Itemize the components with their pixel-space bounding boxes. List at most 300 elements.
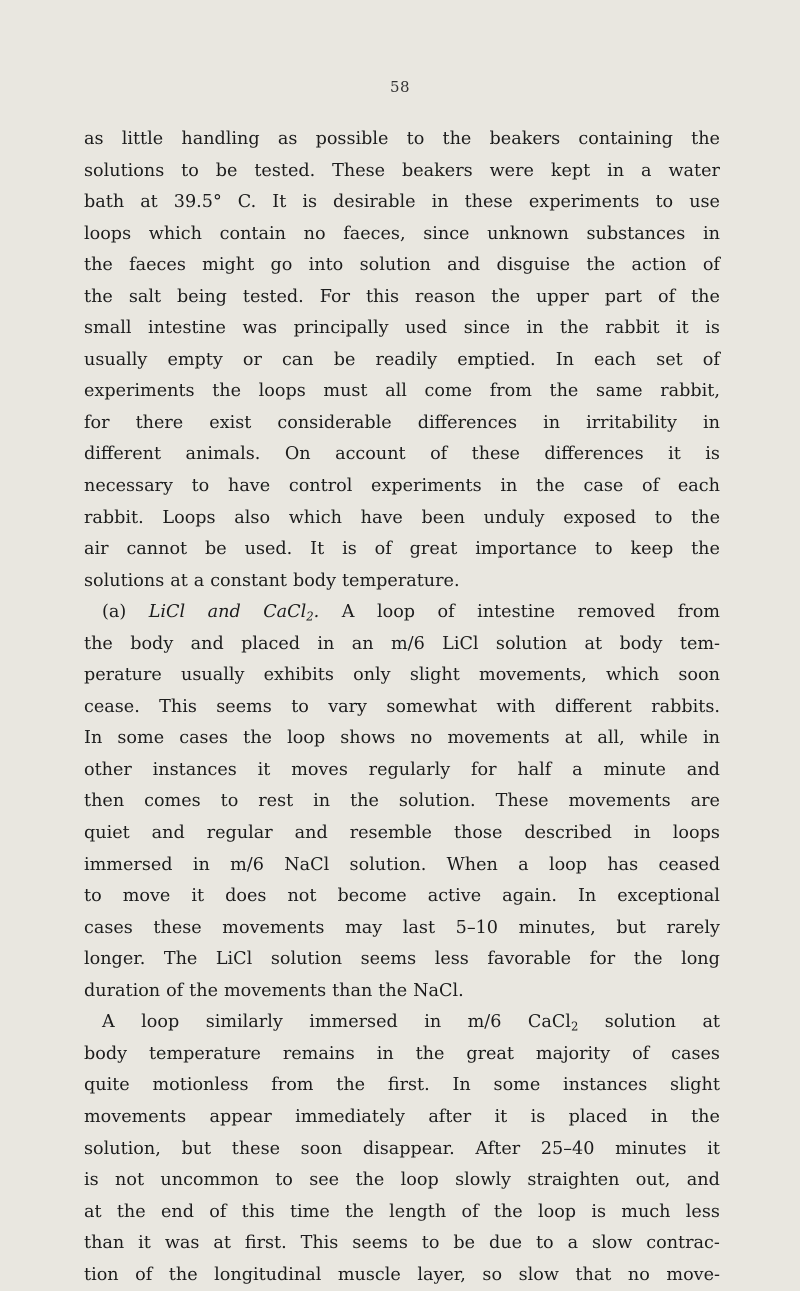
word: and — [294, 823, 328, 844]
word: constant — [210, 570, 287, 591]
word: an — [351, 633, 374, 654]
word: instances — [563, 1075, 648, 1096]
word: case — [583, 476, 624, 497]
word: there — [135, 412, 184, 433]
word: some — [117, 728, 165, 749]
word: movements — [568, 791, 671, 812]
word: also — [234, 507, 271, 528]
text-line — [84, 818, 720, 850]
word: then — [84, 791, 125, 812]
word: appear — [209, 1106, 272, 1127]
word: m/6 — [390, 633, 425, 654]
word: to — [84, 886, 102, 907]
word: loop — [141, 1012, 180, 1033]
text-line — [84, 313, 720, 345]
word: a — [518, 854, 529, 875]
word: the — [536, 476, 565, 497]
word: rabbit. — [84, 507, 144, 528]
text-line — [84, 850, 720, 882]
word: LiCl — [215, 949, 253, 970]
word: this — [365, 286, 400, 307]
word: unknown — [487, 223, 569, 244]
word: rabbit, — [660, 381, 720, 402]
word: no — [303, 223, 326, 244]
text-line — [84, 376, 720, 408]
word: tem- — [679, 633, 720, 654]
word: shows — [340, 728, 396, 749]
word: of — [437, 602, 455, 623]
word: different — [554, 696, 632, 717]
word: seems — [216, 696, 272, 717]
text-line — [84, 913, 720, 945]
word: the — [84, 633, 113, 654]
word: m/6 — [230, 854, 264, 875]
word: movements — [222, 917, 325, 938]
word: control — [288, 476, 353, 497]
word: was — [164, 1233, 200, 1254]
word: used. — [244, 539, 293, 560]
word: set — [656, 349, 683, 370]
word: 39.5° — [173, 192, 222, 213]
word: or — [242, 349, 262, 370]
word: a — [572, 759, 583, 780]
paragraph-start-line — [84, 1007, 720, 1039]
word: out, — [635, 1170, 671, 1191]
word: solution, — [84, 1138, 161, 1159]
word: can — [281, 349, 314, 370]
word: for — [471, 759, 497, 780]
word: cases — [84, 917, 133, 938]
word: salt — [128, 286, 162, 307]
word: is — [84, 1170, 99, 1191]
word: in — [633, 823, 651, 844]
word: handling — [181, 129, 260, 149]
word: in — [650, 1106, 668, 1127]
word: CaCl$_2$. — [263, 602, 320, 624]
word: solution — [604, 1012, 676, 1033]
word: keep — [630, 539, 674, 560]
word: in — [317, 633, 335, 654]
word: great — [466, 1043, 514, 1064]
word: For — [319, 286, 350, 307]
word: these — [471, 444, 520, 465]
word: CaCl$_2$ — [527, 1012, 579, 1034]
word: rarely — [666, 917, 720, 938]
word: the — [243, 728, 272, 749]
word: after — [428, 1106, 472, 1127]
word: same — [595, 381, 643, 402]
text-line — [84, 534, 720, 566]
word: animals. — [185, 444, 261, 465]
word: the — [633, 949, 663, 970]
word: of — [657, 286, 676, 307]
word: resemble — [349, 823, 432, 844]
word: and — [207, 602, 241, 623]
word: vary — [328, 696, 367, 717]
word: body — [619, 633, 663, 654]
word: movements — [223, 980, 327, 1001]
word: usually — [84, 349, 148, 370]
word: these — [153, 917, 202, 938]
word: temperature — [148, 1043, 261, 1064]
word: move- — [666, 1264, 720, 1285]
word: that — [575, 1264, 612, 1285]
word: regularly — [368, 759, 451, 780]
word: has — [607, 854, 639, 875]
word: this — [241, 1201, 275, 1222]
word: in — [376, 1043, 394, 1064]
text-line — [84, 282, 720, 314]
text-line — [84, 219, 720, 251]
word: is — [302, 192, 317, 213]
word: layer, — [417, 1264, 466, 1285]
word: body — [130, 633, 174, 654]
word: movements — [447, 728, 550, 749]
word: cease. — [84, 696, 140, 717]
word: the — [355, 1170, 385, 1191]
word: become — [337, 886, 407, 907]
word: It — [272, 192, 287, 213]
word: all — [385, 381, 407, 402]
word: tested. — [254, 160, 316, 181]
word: After — [475, 1138, 521, 1159]
text-line — [84, 1197, 720, 1229]
word: to — [220, 791, 239, 812]
word: from — [271, 1075, 314, 1096]
word: loops — [258, 381, 306, 402]
word: longitudinal — [214, 1264, 322, 1285]
word: In — [555, 349, 574, 370]
word: might — [202, 255, 255, 276]
word: the — [560, 318, 589, 339]
text-line — [84, 124, 720, 156]
word: seems — [360, 949, 417, 970]
word: of — [135, 1264, 153, 1285]
word: placed — [241, 633, 301, 654]
text-line — [84, 1070, 720, 1102]
word: These — [495, 791, 549, 812]
word: experiments — [528, 192, 640, 213]
word: m/6 — [467, 1012, 502, 1033]
text-line — [84, 692, 720, 724]
word: On — [284, 444, 311, 465]
word: the — [691, 1106, 720, 1127]
word: of — [430, 444, 448, 465]
word: similarly — [205, 1012, 283, 1033]
word: of — [209, 1201, 227, 1222]
word: removed — [577, 602, 656, 623]
word: instances — [152, 759, 237, 780]
word: at — [140, 192, 158, 213]
word: experiments — [84, 381, 195, 402]
word: time — [289, 1201, 330, 1222]
text-line — [84, 755, 720, 787]
word: is — [342, 539, 357, 560]
word: minutes, — [518, 917, 596, 938]
text-line — [84, 1260, 720, 1291]
word: moves — [291, 759, 348, 780]
word: beakers — [401, 160, 473, 181]
word: intestine — [148, 318, 226, 339]
word: to — [191, 476, 210, 497]
word: cases — [179, 728, 229, 749]
word: come — [424, 381, 473, 402]
word: considerable — [277, 412, 392, 433]
word: these — [231, 1138, 281, 1159]
word: desirable — [333, 192, 416, 213]
word: in — [500, 476, 518, 497]
word: regular — [206, 823, 273, 844]
word: go — [270, 255, 293, 276]
word: it — [668, 444, 681, 465]
word: perature — [84, 665, 162, 686]
word: may — [345, 917, 383, 938]
text-line — [84, 345, 720, 377]
word: the — [415, 1043, 445, 1064]
word: rabbit — [605, 318, 660, 339]
word: loop — [538, 1201, 577, 1222]
text-line — [84, 503, 720, 535]
word: possible — [315, 129, 389, 149]
word: placed — [568, 1106, 628, 1127]
word: used — [405, 318, 448, 339]
word: loop — [400, 1170, 439, 1191]
word: first. — [244, 1233, 287, 1254]
word: immersed — [84, 854, 173, 875]
word: see — [309, 1170, 340, 1191]
word: The — [163, 949, 198, 970]
word: somewhat — [386, 696, 478, 717]
text-line — [84, 976, 720, 1008]
word: it — [138, 1233, 151, 1254]
word: solution — [495, 633, 568, 654]
word: C. — [237, 192, 257, 213]
word: since — [423, 223, 470, 244]
word: beakers — [489, 129, 561, 149]
text-line — [84, 250, 720, 282]
word: NaCl. — [413, 980, 464, 1001]
word: different — [84, 444, 162, 465]
word: the — [691, 507, 720, 528]
word: is — [705, 444, 720, 465]
word: When — [446, 854, 498, 875]
word: solutions — [84, 570, 165, 591]
word: in — [313, 791, 331, 812]
word: again. — [502, 886, 557, 907]
text-line — [84, 944, 720, 976]
word: loop — [287, 728, 326, 749]
word: it — [707, 1138, 720, 1159]
word: be — [215, 160, 238, 181]
page-number: 58 — [389, 78, 411, 96]
word: were — [489, 160, 534, 181]
text-line — [84, 566, 720, 598]
text-line — [84, 1039, 720, 1071]
word: loops — [84, 223, 132, 244]
word: immediately — [295, 1106, 405, 1127]
word: does — [225, 886, 267, 907]
text-line — [84, 439, 720, 471]
word: to — [535, 1233, 554, 1254]
word: little — [121, 129, 164, 149]
word: is — [705, 318, 720, 339]
word: minutes — [615, 1138, 687, 1159]
word: end — [160, 1201, 194, 1222]
word: less — [685, 1201, 720, 1222]
word: be — [333, 349, 356, 370]
text-line — [84, 629, 720, 661]
word: in — [431, 192, 449, 213]
word: faeces — [129, 255, 186, 276]
word: exist — [209, 412, 252, 433]
word: the — [336, 1075, 366, 1096]
word: to — [594, 539, 613, 560]
word: It — [310, 539, 325, 560]
word: emptied. — [457, 349, 536, 370]
word: the — [168, 1264, 198, 1285]
word: not — [287, 886, 317, 907]
word: unduly — [483, 507, 545, 528]
word: containing — [578, 129, 673, 149]
word: muscle — [337, 1264, 401, 1285]
word: at — [170, 570, 188, 591]
word: which — [148, 223, 202, 244]
word: slight — [670, 1075, 720, 1096]
word: in — [526, 318, 544, 339]
word: and — [686, 1170, 720, 1191]
word: and — [686, 759, 720, 780]
word: each — [677, 476, 720, 497]
word: was — [242, 318, 278, 339]
word: In — [577, 886, 597, 907]
word: These — [332, 160, 386, 181]
word: of — [702, 349, 720, 370]
word: air — [84, 539, 109, 560]
word: due — [489, 1233, 523, 1254]
word: solution. — [349, 854, 427, 875]
word: have — [227, 476, 271, 497]
word: be — [453, 1233, 476, 1254]
word: slight — [409, 665, 460, 686]
word: and — [190, 633, 224, 654]
word: experiments — [371, 476, 482, 497]
word: readily — [375, 349, 438, 370]
word: the — [493, 1201, 523, 1222]
word: to — [275, 1170, 293, 1191]
word: solutions — [84, 160, 165, 181]
word: to — [654, 507, 673, 528]
word: the — [691, 286, 720, 307]
word: straighten — [527, 1170, 620, 1191]
word: the — [189, 980, 218, 1001]
word: small — [84, 318, 132, 339]
text-line — [84, 786, 720, 818]
word: favorable — [487, 949, 572, 970]
word: described — [524, 823, 612, 844]
word: at — [84, 1201, 102, 1222]
text-line — [84, 660, 720, 692]
word: disappear. — [362, 1138, 455, 1159]
word: with — [496, 696, 536, 717]
word: for — [84, 412, 110, 433]
word: reason — [415, 286, 476, 307]
word: quite — [84, 1075, 130, 1096]
text-line — [84, 187, 720, 219]
word: the — [84, 286, 113, 307]
word: all, — [597, 728, 625, 749]
text-line — [84, 881, 720, 913]
word: differences — [417, 412, 518, 433]
word: empty — [167, 349, 223, 370]
word: other — [84, 759, 132, 780]
word: NaCl — [284, 854, 330, 875]
word: in — [702, 412, 720, 433]
word: being — [177, 286, 227, 307]
word: faeces, — [343, 223, 406, 244]
word: no — [410, 728, 433, 749]
word: these — [464, 192, 513, 213]
section-heading-line — [84, 597, 720, 629]
word: upper — [536, 286, 589, 307]
word: majority — [535, 1043, 611, 1064]
word: temperature. — [341, 570, 460, 591]
word: and — [447, 255, 481, 276]
word: some — [493, 1075, 541, 1096]
word: substances — [586, 223, 686, 244]
word: which — [288, 507, 342, 528]
word: to — [655, 192, 674, 213]
word: 5–10 — [455, 917, 499, 938]
word: necessary — [84, 476, 173, 497]
word: cannot — [126, 539, 188, 560]
word: seems — [352, 1233, 408, 1254]
word: as — [277, 129, 298, 149]
word: of — [461, 1201, 479, 1222]
word: LiCl — [148, 602, 186, 623]
word: uncommon — [160, 1170, 259, 1191]
word: since — [463, 318, 510, 339]
word: This — [159, 696, 197, 717]
word: the — [549, 381, 579, 402]
text-line — [84, 1134, 720, 1166]
word: of — [166, 980, 184, 1001]
word: motionless — [152, 1075, 249, 1096]
word: solution. — [398, 791, 476, 812]
word: been — [421, 507, 465, 528]
word: half — [517, 759, 552, 780]
word: comes — [144, 791, 201, 812]
word: intestine — [477, 602, 556, 623]
word: it — [257, 759, 271, 780]
word: last — [402, 917, 436, 938]
word: irritability — [586, 412, 677, 433]
word: from — [489, 381, 532, 402]
word: longer. — [84, 949, 146, 970]
word: are — [690, 791, 720, 812]
word: into — [308, 255, 344, 276]
text-line — [84, 156, 720, 188]
text-line — [84, 471, 720, 503]
word: much — [621, 1201, 671, 1222]
word: (a) — [102, 602, 127, 623]
word: a — [193, 570, 205, 591]
word: A — [341, 602, 355, 623]
word: Loops — [162, 507, 216, 528]
word: account — [335, 444, 406, 465]
word: the — [378, 980, 408, 1001]
word: long — [681, 949, 720, 970]
word: importance — [475, 539, 577, 560]
